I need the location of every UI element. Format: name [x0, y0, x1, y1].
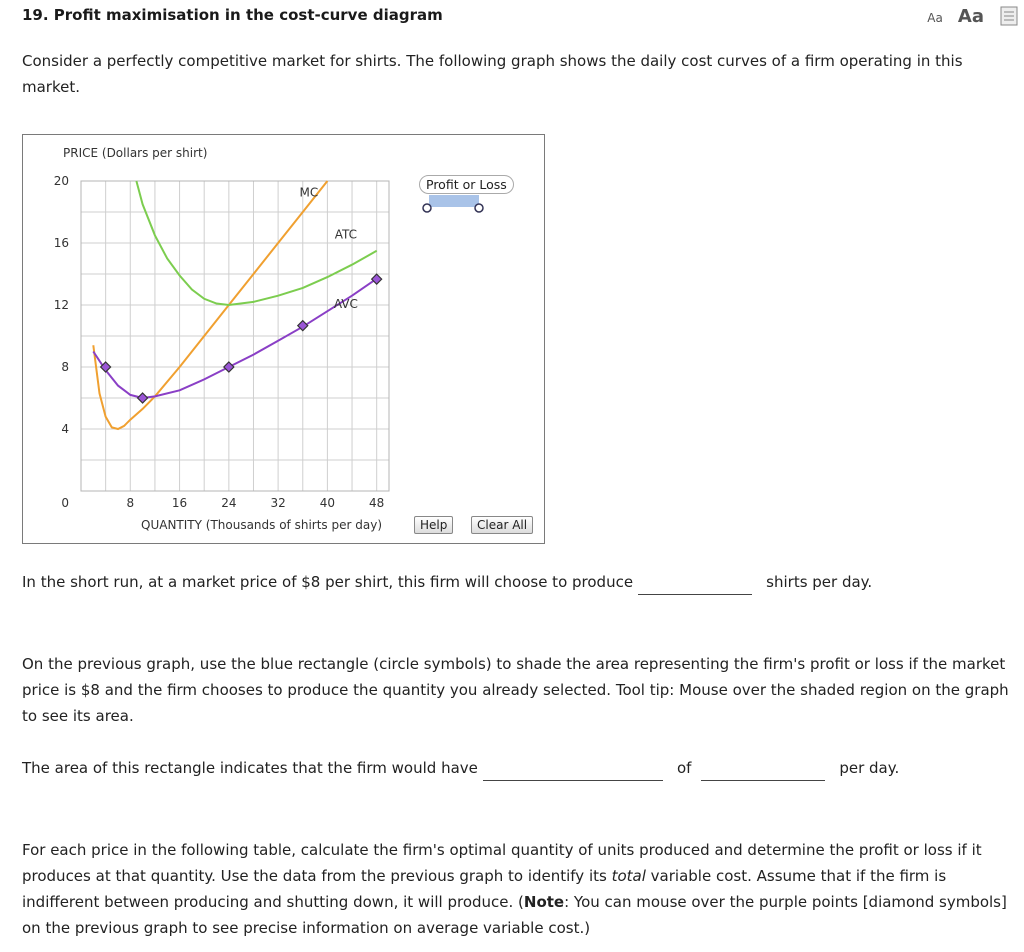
y-tick-label: 20	[53, 174, 69, 188]
x-tick-label: 48	[369, 496, 385, 510]
profit-loss-type-dropdown[interactable]	[483, 764, 663, 781]
y-tick-label: 8	[61, 360, 69, 374]
atc-label: ATC	[334, 227, 358, 242]
mc-label: MC	[299, 185, 319, 200]
graph-panel[interactable]	[22, 134, 545, 544]
avc-point[interactable]	[372, 274, 382, 284]
y-tick-label: 0	[61, 496, 69, 510]
quantity-answer-dropdown[interactable]	[638, 578, 752, 595]
help-button[interactable]: Help	[414, 516, 453, 534]
q3-mid: of	[676, 759, 692, 777]
profit-loss-rectangle-tool[interactable]	[421, 195, 487, 215]
q4-italic: total	[611, 867, 646, 885]
font-large-button[interactable]: Aa	[957, 6, 984, 27]
rect-handle-left[interactable]	[423, 204, 431, 212]
font-small-button[interactable]: Aa	[927, 11, 943, 25]
question-title: 19. Profit maximisation in the cost-curve diagram	[22, 6, 443, 24]
y-axis-title: PRICE (Dollars per shirt)	[63, 146, 208, 160]
avc-point[interactable]	[138, 393, 148, 403]
y-tick-label: 12	[53, 298, 69, 312]
avc-label: AVC	[333, 297, 358, 312]
print-icon[interactable]	[1000, 6, 1018, 26]
profit-loss-tool-label: Profit or Loss	[419, 175, 514, 194]
q3-after: per day.	[839, 759, 900, 777]
q3-before: The area of this rectangle indicates that the firm would have	[22, 759, 478, 777]
question-2: On the previous graph, use the blue rectangle (circle symbols) to shade the area representing the firm's profit or loss if the market price is $8 and the firm chooses to produce the quantity you already selected. Tool tip: Mouse over the shaded region on the graph to see its area.	[22, 655, 1009, 725]
font-size-tools	[927, 6, 984, 27]
x-tick-label: 24	[221, 496, 237, 510]
clear-all-button[interactable]: Clear All	[471, 516, 533, 534]
x-tick-label: 32	[270, 496, 286, 510]
x-tick-label: 8	[126, 496, 135, 510]
y-tick-label: 16	[53, 236, 69, 250]
question-4	[22, 837, 1018, 941]
x-tick-label: 16	[171, 496, 188, 510]
q4-part1: For each price in the following table, calculate the firm's optimal quantity of units produced and determine the profit or loss if it produces at that quantity. Use the data from the previous graph to identify its	[22, 841, 982, 885]
rect-handle-right[interactable]	[475, 204, 483, 212]
question-1	[22, 569, 872, 595]
profit-loss-amount-dropdown[interactable]	[701, 764, 825, 781]
q4-part2: variable cost. Assume that if the firm is indifferent between producing and shutting down, it will produce. (	[22, 867, 947, 911]
q4-note: Note	[523, 893, 565, 911]
q1-after: shirts per day.	[766, 573, 873, 591]
x-axis-title: QUANTITY (Thousands of shirts per day)	[141, 518, 382, 532]
x-tick-label: 40	[319, 496, 336, 510]
question-3	[22, 755, 899, 781]
y-tick-label: 4	[61, 422, 69, 436]
q1-before: In the short run, at a market price of $8 per shirt, this firm will choose to produce	[22, 573, 634, 591]
q4-part3: : You can mouse over the purple points [diamond symbols] on the previous graph to see precise information on average variable cost.)	[22, 893, 1007, 937]
intro-text: Consider a perfectly competitive market for shirts. The following graph shows the daily cost curves of a firm operating in this market.	[22, 52, 963, 96]
avc-point[interactable]	[224, 362, 234, 372]
